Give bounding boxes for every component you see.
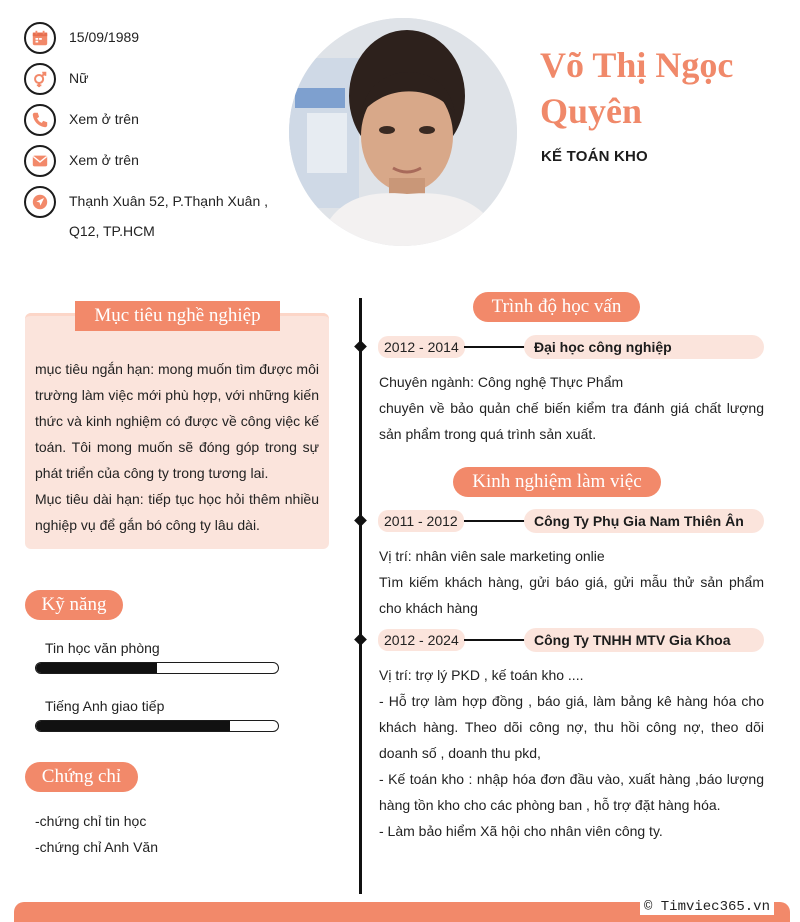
gender-icon xyxy=(24,63,56,95)
phone-icon xyxy=(24,104,56,136)
location-icon xyxy=(24,186,56,218)
objective-text xyxy=(35,356,319,538)
objective-heading: Mục tiêu nghề nghiệp xyxy=(75,301,280,331)
job-period: 2011 - 2012 xyxy=(378,510,464,532)
education-details xyxy=(379,369,764,447)
job-line: - Kế toán kho : nhập hóa đơn đầu vào, xuất hàng ,báo lượng hàng tồn kho cho các phòng ban , hỗ trợ đặt hàng hóa. xyxy=(379,771,764,813)
calendar-icon xyxy=(24,22,56,54)
timeline-line xyxy=(359,298,362,894)
experience-heading: Kinh nghiệm làm việc xyxy=(453,467,661,497)
timeline-connector xyxy=(464,639,526,641)
skill-label: Tiếng Anh giao tiếp xyxy=(45,698,165,714)
phone-text: Xem ở trên xyxy=(69,111,139,127)
footer-watermark: © Timviec365.vn xyxy=(640,899,774,915)
timeline-dot xyxy=(354,340,367,353)
objective-long-term: Mục tiêu dài hạn: tiếp tục học hỏi thêm nhiều nghiệp vụ để gắn bó công ty lâu dài. xyxy=(35,491,319,533)
skill-bar-fill xyxy=(36,721,230,731)
contact-address xyxy=(24,186,284,246)
contact-gender xyxy=(24,63,284,95)
job-line: Vị trí: nhân viên sale marketing onlie xyxy=(379,548,605,564)
certificate-item: -chứng chỉ Anh Văn xyxy=(35,839,159,855)
timeline-dot xyxy=(354,514,367,527)
contact-birthday xyxy=(24,22,284,54)
gender-text: Nữ xyxy=(69,70,89,86)
education-line: chuyên về bảo quản chế biến kiểm tra đánh giá chất lượng sản phẩm trong quá trình sản xuất. xyxy=(379,400,764,442)
job-company: Công Ty Phụ Gia Nam Thiên Ân xyxy=(524,509,764,533)
certificate-item: -chứng chỉ tin học xyxy=(35,813,147,829)
contact-email xyxy=(24,145,284,177)
job-line: - Làm bảo hiểm Xã hội cho nhân viên công ty. xyxy=(379,823,663,839)
job-details xyxy=(379,662,764,844)
objective-short-term: mục tiêu ngắn hạn: mong muốn tìm được môi trường làm việc mới phù hợp, với những kiến thức và kinh nghiệm có được về công việc kế toán. Tôi mong muốn sẽ đóng góp trong sự phát triển của công ty trong tương lai. xyxy=(35,361,319,481)
timeline-connector xyxy=(464,346,526,348)
email-icon xyxy=(24,145,56,177)
birthday-text: 15/09/1989 xyxy=(69,29,140,45)
timeline-dot xyxy=(354,633,367,646)
contact-phone xyxy=(24,104,284,136)
address-text: Thạnh Xuân 52, P.Thạnh Xuân , Q12, TP.HCM xyxy=(69,193,269,239)
candidate-role: KẾ TOÁN KHO xyxy=(541,148,648,165)
education-period: 2012 - 2014 xyxy=(378,336,465,358)
job-line: Vị trí: trợ lý PKD , kế toán kho .... xyxy=(379,667,584,683)
job-company: Công Ty TNHH MTV Gia Khoa xyxy=(524,628,764,652)
timeline-connector xyxy=(464,520,526,522)
education-line: Chuyên ngành: Công nghệ Thực Phẩm xyxy=(379,374,624,390)
education-school: Đại học công nghiệp xyxy=(524,335,764,359)
job-details xyxy=(379,543,764,621)
certificates-heading: Chứng chỉ xyxy=(25,762,138,792)
candidate-name: Võ Thị Ngọc Quyên xyxy=(540,45,734,131)
certificates-list xyxy=(35,808,158,860)
job-period: 2012 - 2024 xyxy=(378,629,465,651)
skill-bar xyxy=(35,662,279,674)
skill-bar-fill xyxy=(36,663,157,673)
email-text: Xem ở trên xyxy=(69,152,139,168)
skills-heading: Kỹ năng xyxy=(25,590,123,620)
job-line: Tìm kiếm khách hàng, gửi báo giá, gửi mẫu thử sản phẩm cho khách hàng xyxy=(379,574,764,616)
skill-label: Tin học văn phòng xyxy=(45,640,160,656)
education-heading: Trình độ học vấn xyxy=(473,292,640,322)
skill-bar xyxy=(35,720,279,732)
job-line: - Hỗ trợ làm hợp đồng , báo giá, làm bảng kê hàng hóa cho khách hàng. Theo dõi công nợ, thu hồi công nợ, theo dõi doanh số , doanh thu pkd, xyxy=(379,693,764,761)
contact-list xyxy=(24,22,284,255)
profile-photo xyxy=(289,18,517,246)
